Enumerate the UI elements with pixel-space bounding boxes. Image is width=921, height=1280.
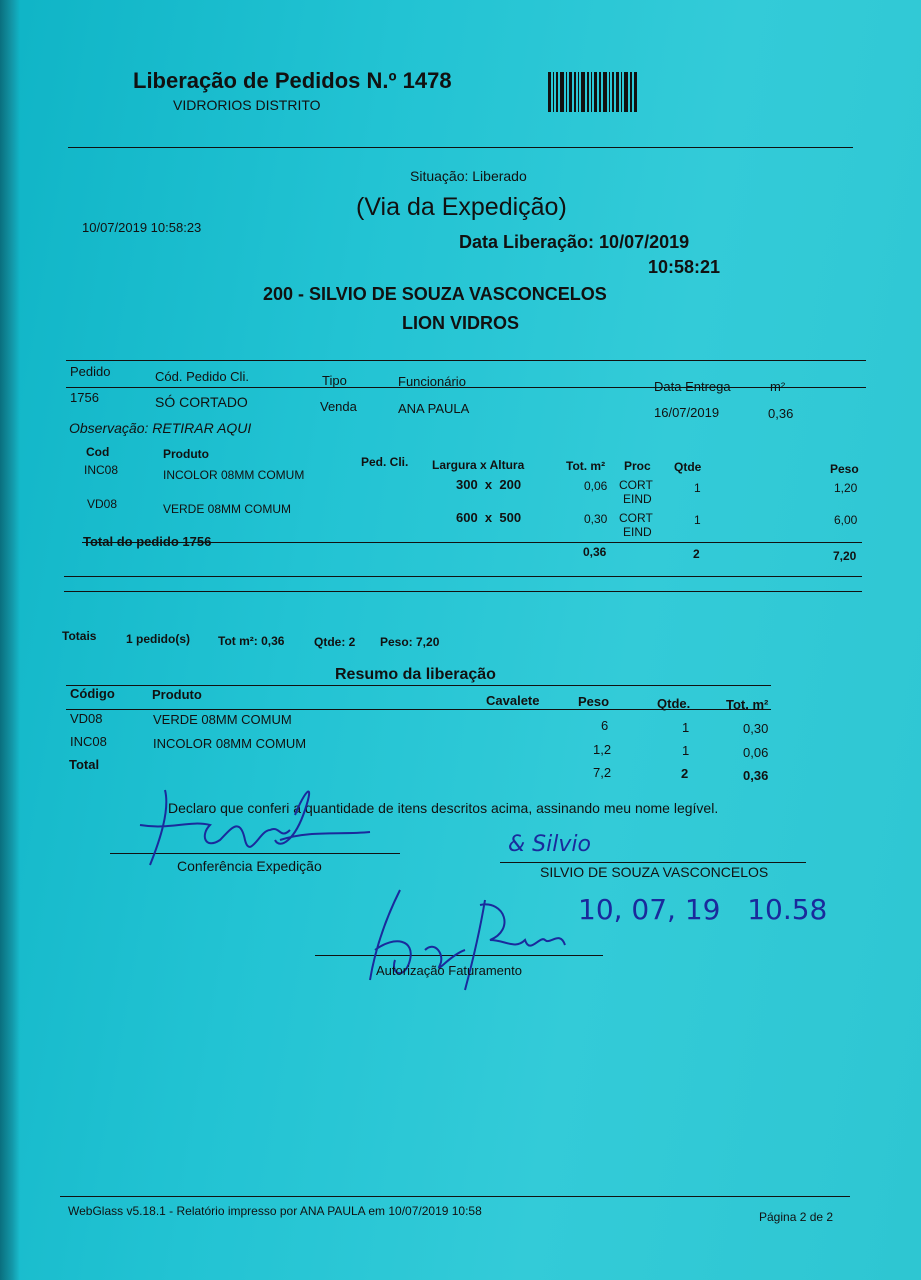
col-m2: m² <box>770 379 786 394</box>
totais-peso: Peso: 7,20 <box>380 635 440 649</box>
items-bottom-line <box>64 576 862 577</box>
items-col-proc: Proc <box>624 459 651 473</box>
item-2-qtde: 1 <box>694 513 701 527</box>
item-1-dims: 300 x 200 <box>456 477 522 492</box>
resumo-row-2-tot: 0,06 <box>743 745 769 760</box>
col-tipo: Tipo <box>322 373 347 388</box>
client-signature-line <box>500 862 806 863</box>
items-col-cod: Cod <box>86 445 110 459</box>
item-2-dims: 600 x 500 <box>456 510 522 525</box>
col-funcionario: Funcionário <box>398 374 466 389</box>
hora-liberacao: 10:58:21 <box>648 257 721 277</box>
resumo-row-2-codigo: INC08 <box>70 734 107 749</box>
data-liberacao: Data Liberação: 10/07/2019 <box>459 232 690 252</box>
resumo-row-1-peso: 6 <box>601 718 609 733</box>
total-pedido-peso: 7,20 <box>833 549 857 563</box>
item-2-peso: 6,00 <box>834 513 858 527</box>
page-edge-shadow <box>0 0 20 1280</box>
item-1-cod: INC08 <box>84 463 119 477</box>
declaration-text: Declaro que conferi a quantidade de itens descritos acima, assinando meu nome legível. <box>168 800 719 816</box>
resumo-total-qtde: 2 <box>681 766 689 781</box>
via-expedicao: (Via da Expedição) <box>356 193 567 221</box>
item-1-peso: 1,20 <box>834 481 858 495</box>
items-col-peso: Peso <box>830 462 859 476</box>
pedido-header-line <box>66 387 866 388</box>
header-divider <box>68 147 853 148</box>
items-col-qtde: Qtde <box>674 460 702 474</box>
observacao: Observação: RETIRAR AQUI <box>69 420 252 436</box>
total-pedido-label: Total do pedido 1756 <box>83 534 212 549</box>
total-pedido-m2: 0,36 <box>583 545 607 559</box>
resumo-row-2-qtde: 1 <box>682 743 690 758</box>
client-name: 200 - SILVIO DE SOUZA VASCONCELOS <box>263 284 607 304</box>
resumo-col-produto: Produto <box>152 687 202 702</box>
resumo-row-2-produto: INCOLOR 08MM COMUM <box>153 736 307 751</box>
total-pedido-line <box>82 542 862 543</box>
client-signature-name: SILVIO DE SOUZA VASCONCELOS <box>540 864 769 880</box>
conferencia-signature <box>130 770 390 880</box>
totais-tot-m2: Tot m²: 0,36 <box>218 634 285 648</box>
resumo-header-line <box>66 709 771 710</box>
handwritten-date: 10, 07, 19 10.58 <box>578 893 828 926</box>
item-2-proc-1: CORT <box>619 511 653 525</box>
document-title: Liberação de Pedidos N.º 1478 <box>133 68 452 93</box>
resumo-col-codigo: Código <box>70 686 115 701</box>
items-col-ped-cli: Ped. Cli. <box>361 455 409 469</box>
tipo-value: Venda <box>320 399 357 414</box>
resumo-title: Resumo da liberação <box>335 666 496 683</box>
resumo-col-peso: Peso <box>578 694 610 709</box>
situacao: Situação: Liberado <box>410 168 527 184</box>
item-1-proc-2: EIND <box>623 492 652 506</box>
pedido-number: 1756 <box>70 390 99 405</box>
autorizacao-label: Autorização Faturamento <box>376 963 522 978</box>
client-signature: & Silvio <box>508 832 591 857</box>
footer-line <box>60 1196 850 1197</box>
total-pedido-qtde: 2 <box>693 547 700 561</box>
item-2-cod: VD08 <box>87 497 118 511</box>
resumo-col-tot-m2: Tot. m² <box>726 697 769 712</box>
col-pedido: Pedido <box>70 364 111 379</box>
client-company: LION VIDROS <box>402 313 520 333</box>
resumo-row-2-peso: 1,2 <box>593 742 612 757</box>
items-col-tot-m2: Tot. m² <box>566 459 606 473</box>
resumo-row-1-tot: 0,30 <box>743 721 769 736</box>
col-data-entrega: Data Entrega <box>654 379 731 394</box>
resumo-row-1-produto: VERDE 08MM COMUM <box>153 712 292 727</box>
resumo-top-line <box>66 685 771 686</box>
items-col-produto: Produto <box>163 447 209 461</box>
conferencia-label: Conferência Expedição <box>177 858 322 874</box>
footer-printed-by: WebGlass v5.18.1 - Relatório impresso por ANA PAULA em 10/07/2019 10:58 <box>68 1204 482 1218</box>
item-2-proc-2: EIND <box>623 525 652 539</box>
items-bottom-line-2 <box>64 591 862 592</box>
data-entrega-value: 16/07/2019 <box>654 405 720 420</box>
funcionario-value: ANA PAULA <box>398 401 470 416</box>
company-name: VIDRORIOS DISTRITO <box>173 97 321 113</box>
pedido-top-line <box>66 360 866 361</box>
resumo-total-label: Total <box>69 757 100 772</box>
totais-pedidos: 1 pedido(s) <box>126 632 191 646</box>
totais-label: Totais <box>62 629 97 643</box>
item-2-tot-m2: 0,30 <box>584 512 608 526</box>
item-1-tot-m2: 0,06 <box>584 479 608 493</box>
footer-page-number: Página 2 de 2 <box>759 1210 834 1224</box>
resumo-col-qtde: Qtde. <box>657 696 691 711</box>
item-1-produto: INCOLOR 08MM COMUM <box>163 468 305 482</box>
item-2-produto: VERDE 08MM COMUM <box>163 502 292 516</box>
items-col-largura-altura: Largura x Altura <box>432 458 525 472</box>
col-cod-pedido-cli: Cód. Pedido Cli. <box>155 369 249 384</box>
resumo-row-1-qtde: 1 <box>682 720 690 735</box>
totais-qtde: Qtde: 2 <box>314 635 356 649</box>
printed-datetime: 10/07/2019 10:58:23 <box>82 220 202 235</box>
resumo-total-peso: 7,2 <box>593 765 612 780</box>
item-1-proc-1: CORT <box>619 478 653 492</box>
resumo-col-cavalete: Cavalete <box>486 693 540 708</box>
m2-value: 0,36 <box>768 406 794 421</box>
resumo-total-tot: 0,36 <box>743 768 769 783</box>
item-1-qtde: 1 <box>694 481 701 495</box>
cod-pedido-cli-value: SÓ CORTADO <box>155 394 248 410</box>
barcode <box>548 72 648 112</box>
resumo-row-1-codigo: VD08 <box>70 711 103 726</box>
